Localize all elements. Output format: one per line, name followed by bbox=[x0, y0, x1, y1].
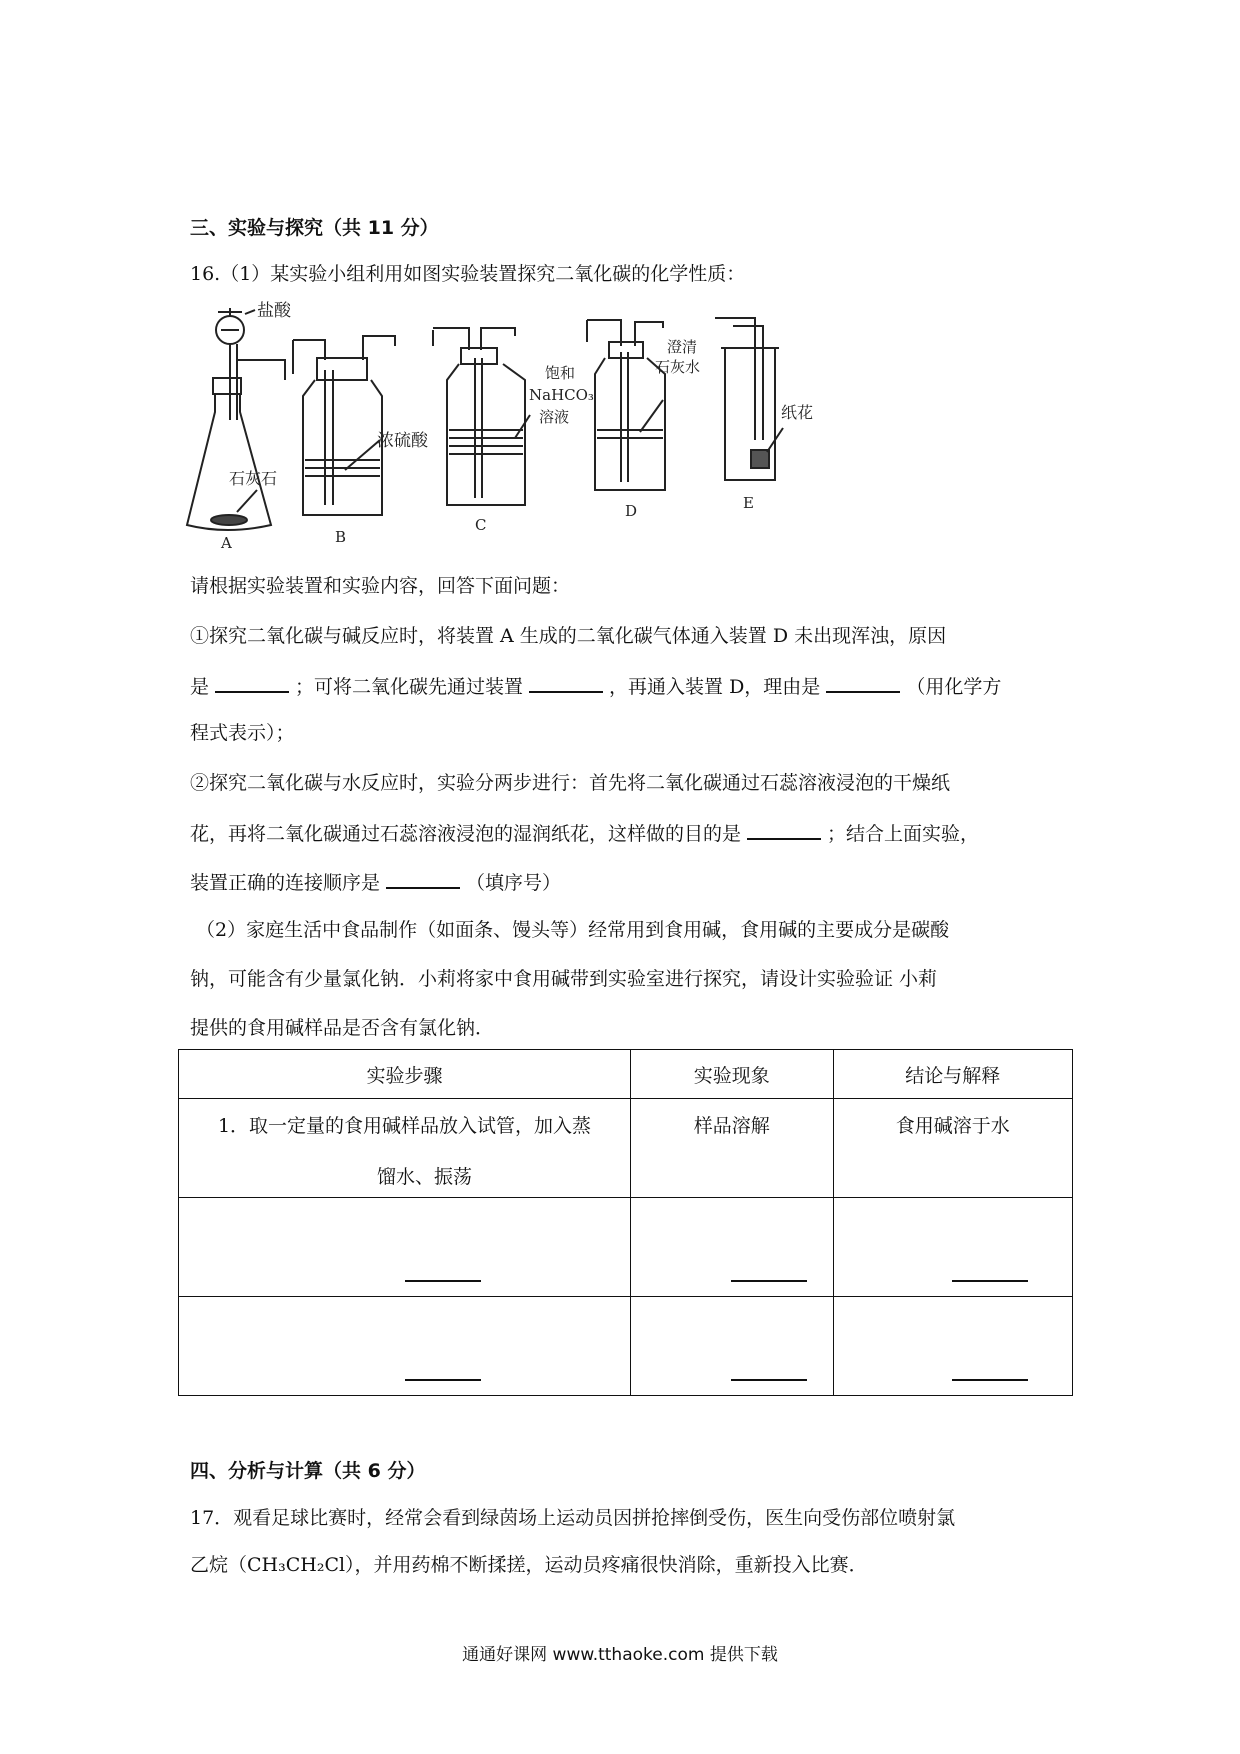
q2-text-b: ；结合上面实验， bbox=[827, 823, 980, 845]
apparatus-b bbox=[293, 336, 395, 515]
answer-blank[interactable] bbox=[405, 1280, 481, 1282]
label-hcl: 盐酸 bbox=[257, 301, 291, 321]
letter-b: B bbox=[335, 528, 347, 546]
answer-blank[interactable] bbox=[529, 673, 603, 693]
q1-text-c: ，再通入装置 D，理由是 bbox=[609, 676, 821, 698]
label-limewater-2: 石灰水 bbox=[655, 358, 701, 376]
conclusion-cell[interactable] bbox=[833, 1198, 1072, 1297]
section-title: 四、分析与计算（共 6 分） bbox=[190, 1460, 426, 1482]
instruction-text: 请根据实验装置和实验内容，回答下面问题： bbox=[190, 575, 571, 597]
experiment-table bbox=[178, 1049, 1073, 1396]
q1-line1: ①探究二氧化碳与碱反应时，将装置 A 生成的二氧化碳气体通入装置 D 未出现浑浊，原因 bbox=[190, 625, 947, 647]
q2-text-a: 花，再将二氧化碳通过石蕊溶液浸泡的湿润纸花，这样做的目的是 bbox=[190, 823, 742, 845]
label-nahco3-2: NaHCO₃ bbox=[529, 386, 594, 404]
apparatus-figure bbox=[185, 300, 915, 550]
apparatus-e bbox=[715, 318, 783, 480]
page-footer: 通通好课网 www.tthaoke.com 提供下载 bbox=[462, 1645, 778, 1665]
answer-blank[interactable] bbox=[952, 1379, 1028, 1381]
phenomenon-cell[interactable] bbox=[631, 1297, 834, 1396]
letter-d: D bbox=[625, 502, 638, 520]
table-row bbox=[179, 1297, 1073, 1396]
label-limestone: 石灰石 bbox=[229, 469, 278, 488]
table-row bbox=[179, 1099, 1073, 1198]
table-header-row bbox=[179, 1050, 1073, 1099]
phenomenon-cell[interactable] bbox=[631, 1198, 834, 1297]
step-cell bbox=[179, 1099, 631, 1198]
conclusion-cell[interactable] bbox=[833, 1297, 1072, 1396]
conclusion-text: 食用碱溶于水 bbox=[895, 1115, 1010, 1137]
letter-e: E bbox=[743, 494, 754, 512]
letter-a: A bbox=[221, 534, 232, 550]
label-nahco3-3: 溶液 bbox=[539, 408, 570, 426]
answer-blank[interactable] bbox=[405, 1379, 481, 1381]
q2-text-c: 装置正确的连接顺序是 bbox=[190, 872, 381, 894]
step-line2: 馏水、振荡 bbox=[377, 1166, 473, 1188]
apparatus-a bbox=[187, 308, 285, 530]
q1-line2 bbox=[190, 673, 1001, 699]
q1-text-d: （用化学方 bbox=[906, 676, 1002, 698]
phenomenon-text: 样品溶解 bbox=[693, 1115, 770, 1137]
q1-text-a: 是 bbox=[190, 676, 210, 698]
section-title: 三、实验与探究（共 11 分） bbox=[190, 217, 439, 239]
answer-blank[interactable] bbox=[731, 1379, 807, 1381]
phenomenon-cell bbox=[631, 1099, 834, 1198]
q2-line2 bbox=[190, 820, 979, 846]
header-steps: 实验步骤 bbox=[179, 1050, 631, 1099]
answer-blank[interactable] bbox=[215, 673, 289, 693]
apparatus-c bbox=[433, 328, 530, 505]
header-phenomenon: 实验现象 bbox=[631, 1050, 834, 1099]
label-limewater-1: 澄清 bbox=[667, 338, 698, 356]
label-paper-flower: 纸花 bbox=[781, 403, 814, 422]
conclusion-cell bbox=[833, 1099, 1072, 1198]
label-nahco3-1: 饱和 bbox=[545, 364, 576, 382]
label-sulfuric-acid: 浓硫酸 bbox=[377, 431, 428, 451]
q1-line3: 程式表示）； bbox=[190, 722, 295, 744]
step-line1: 1．取一定量的食用碱样品放入试管，加入蒸 bbox=[217, 1115, 592, 1137]
header-conclusion: 结论与解释 bbox=[833, 1050, 1072, 1099]
answer-blank[interactable] bbox=[826, 673, 900, 693]
q2-text-d: （填序号） bbox=[466, 872, 562, 894]
answer-blank[interactable] bbox=[386, 869, 460, 889]
table-row bbox=[179, 1198, 1073, 1297]
q17-line1: 17．观看足球比赛时，经常会看到绿茵场上运动员因拼抢摔倒受伤，医生向受伤部位喷射氯 bbox=[190, 1507, 956, 1529]
part2-line3: 提供的食用碱样品是否含有氯化钠． bbox=[190, 1017, 495, 1039]
q2-line3 bbox=[190, 869, 561, 895]
q2-line1: ②探究二氧化碳与水反应时，实验分两步进行：首先将二氧化碳通过石蕊溶液浸泡的干燥纸 bbox=[190, 772, 951, 794]
letter-c: C bbox=[475, 516, 487, 534]
q1-text-b: ；可将二氧化碳先通过装置 bbox=[295, 676, 524, 698]
part2-line1: （2）家庭生活中食品制作（如面条、馒头等）经常用到食用碱，食用碱的主要成分是碳酸 bbox=[196, 919, 950, 941]
apparatus-d bbox=[587, 320, 665, 490]
answer-blank[interactable] bbox=[747, 820, 821, 840]
step-cell[interactable] bbox=[179, 1198, 631, 1297]
step-cell[interactable] bbox=[179, 1297, 631, 1396]
q17-line2: 乙烷（CH₃CH₂Cl），并用药棉不断揉搓，运动员疼痛很快消除，重新投入比赛． bbox=[190, 1554, 868, 1576]
answer-blank[interactable] bbox=[731, 1280, 807, 1282]
question-16-intro: 16.（1）某实验小组利用如图实验装置探究二氧化碳的化学性质： bbox=[190, 263, 746, 285]
answer-blank[interactable] bbox=[952, 1280, 1028, 1282]
part2-line2: 钠，可能含有少量氯化钠．小莉将家中食用碱带到实验室进行探究，请设计实验验证 小莉 bbox=[190, 968, 938, 990]
